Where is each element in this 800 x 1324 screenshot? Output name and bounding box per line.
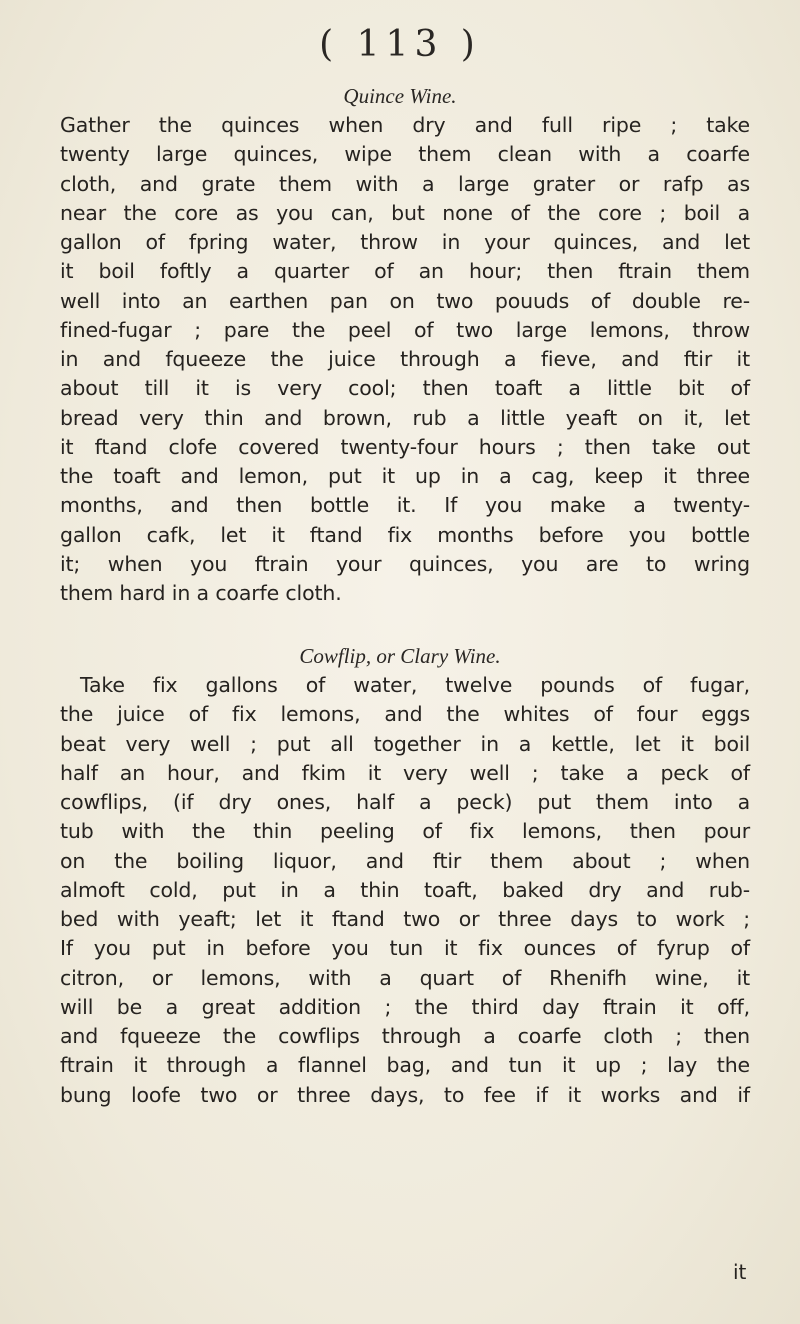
text-line: cloth, and grate them with a large grater or rafp as [60,171,750,196]
text-line: months, and then bottle it. If you make a twenty- [60,493,750,518]
text-line: citron, or lemons, with a quart of Rhenifh wine, it [60,965,750,990]
text-line: bread very thin and brown, rub a little yeaft on it, let [60,405,750,430]
text-line: almoft cold, put in a thin toaft, baked dry and rub- [60,877,750,902]
text-line: them hard in a coarfe cloth. [60,581,342,605]
text-line: cowflips, (if dry ones, half a peck) put them into a [60,790,750,814]
text-line: and fqueeze the cowflips through a coarfe cloth ; then [60,1024,750,1048]
text-line: near the core as you can, but none of the core ; boil a [60,200,750,225]
text-line: gallon cafk, let it ftand fix months before you bottle [60,522,750,547]
text-line: will be a great addition ; the third day ftrain it off, [60,994,750,1019]
page-number: ( 113 ) [319,24,481,65]
recipe-title-quince-wine: Quince Wine. [343,84,457,108]
text-line: Take fix gallons of water, twelve pounds of fugar, [80,673,750,697]
text-line: the toaft and lemon, put it up in a cag, keep it three [60,464,750,488]
text-line: it ftand clofe covered twenty-four hours ; then take out [60,434,750,459]
catchword: it [733,1260,747,1284]
text-line: tub with the thin peeling of fix lemons, then pour [60,819,750,844]
recipe-body-cowslip-wine [60,671,750,1110]
text-line: it; when you ftrain your quinces, you are to wring [60,551,750,576]
text-line: it boil foftly a quarter of an hour; then ftrain them [60,259,750,284]
text-line: the juice of fix lemons, and the whites of four eggs [60,702,750,727]
text-line: bung loofe two or three days, to fee if it works and if [60,1082,750,1107]
text-line: well into an earthen pan on two pouuds of double re- [60,288,750,313]
text-line: in and fqueeze the juice through a fieve, and ftir it [60,347,750,371]
text-line: fined-fugar ; pare the peel of two large lemons, throw [60,317,750,342]
recipe-title-cowslip-wine: Cowflip, or Clary Wine. [299,644,501,668]
text-line: on the boiling liquor, and ftir them about ; when [60,848,750,873]
text-line: half an hour, and fkim it very well ; take a peck of [60,760,750,785]
text-line: Gather the quinces when dry and full ripe ; take [60,113,750,137]
recipe-body-quince-wine [60,111,750,608]
text-line: gallon of fpring water, throw in your quinces, and let [60,230,750,254]
text-line: bed with yeaft; let it ftand two or three days to work ; [60,907,750,931]
text-line: twenty large quinces, wipe them clean with a coarfe [60,142,750,167]
text-line: beat very well ; put all together in a kettle, let it boil [60,731,750,756]
text-line: ftrain it through a flannel bag, and tun it up ; lay the [60,1053,750,1078]
text-line: about till it is very cool; then toaft a little bit of [60,376,750,401]
text-line: If you put in before you tun it fix ounces of fyrup of [60,936,750,961]
